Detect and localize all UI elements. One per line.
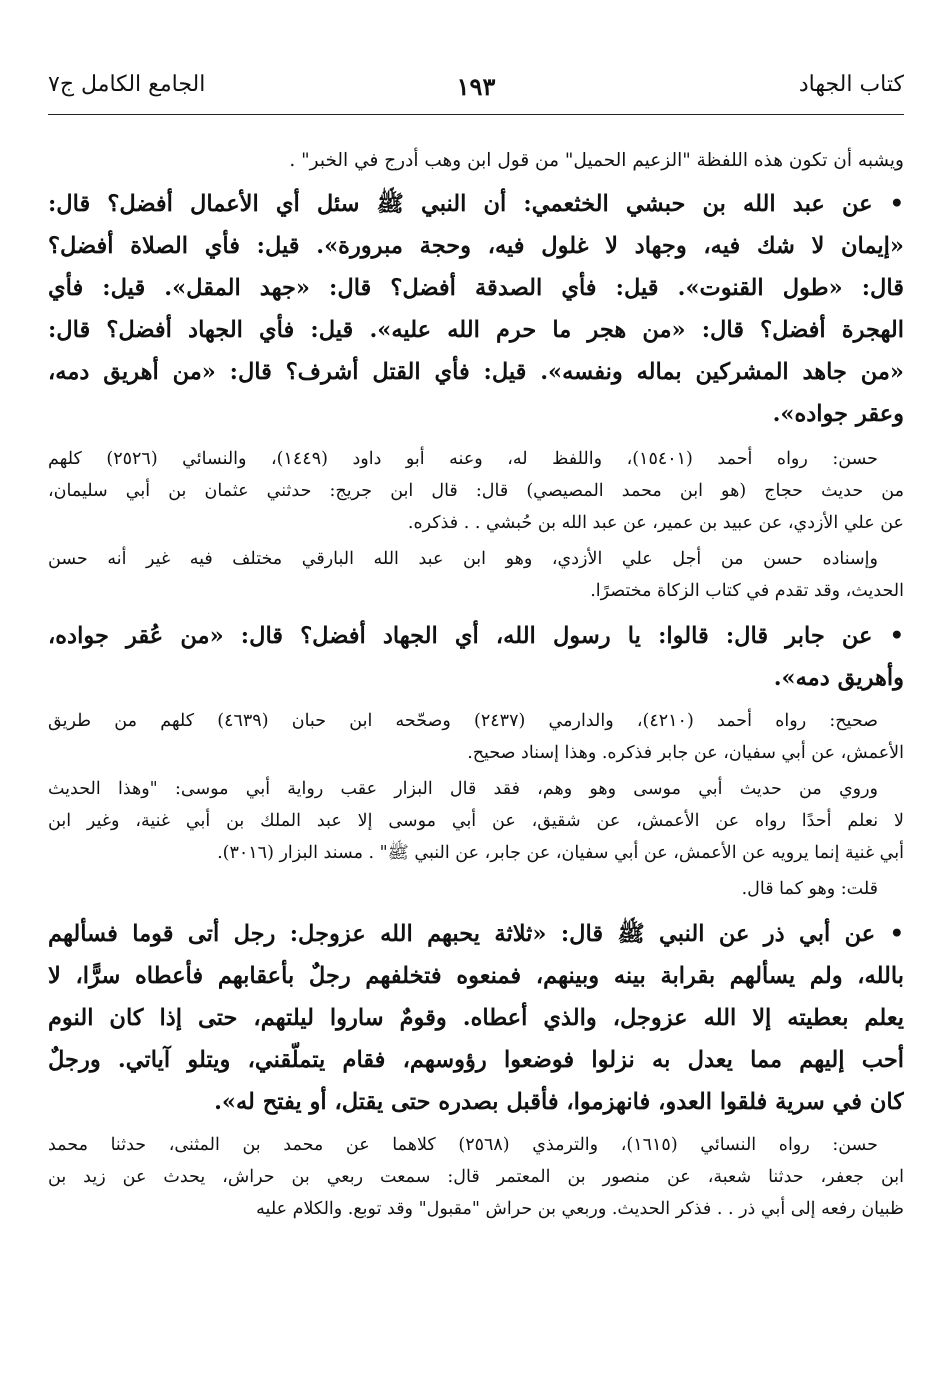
text-line: يعلم بعطيته إلا الله عزوجل، والذي أعطاه. وقومٌ ساروا ليلتهم، حتى إذا كان النوم xyxy=(48,1005,904,1031)
hadith-paragraph xyxy=(48,183,904,435)
text-line: حسن: رواه النسائي (١٦١٥)، والترمذي (٢٥٦٨) كلاهما عن محمد بن المثنى، حدثنا محمد xyxy=(48,1135,878,1155)
commentary-paragraph xyxy=(48,443,904,539)
page-header xyxy=(48,64,904,114)
text-line: وأهريق دمه». xyxy=(773,665,904,691)
text-line: بالله، ولم يسألهم بقرابة بينه وبينهم، فمنعوه فتخلفهم رجلٌ بأعقابهم فأعطاه سرًّا، لا xyxy=(48,963,904,989)
page xyxy=(48,64,904,1219)
text-line: «من جاهد المشركين بماله ونفسه». قيل: فأي القتل أشرف؟ قال: «من أهريق دمه، xyxy=(48,359,904,385)
text-line: قلت: وهو كما قال. xyxy=(741,879,878,899)
page-number: ١٩٣ xyxy=(456,72,496,101)
text-line: كان في سرية فلقوا العدو، فانهزموا، فأقبل بصدره حتى يقتل، أو يفتح له». xyxy=(214,1089,904,1115)
text-line: أبي غنية إنما يرويه عن الأعمش، عن أبي سفيان، عن جابر، عن النبي ﷺ" . مسند البزار (٣٠١٦). xyxy=(217,843,904,863)
text-line: صحيح: رواه أحمد (٤٢١٠)، والدارمي (٢٤٣٧) وصحّحه ابن حبان (٤٦٣٩) كلهم من طريق xyxy=(48,711,878,731)
text-line: ابن جعفر، حدثنا شعبة، عن منصور بن المعتمر قال: سمعت ربعي بن حراش، يحدث عن زيد بن xyxy=(48,1167,904,1187)
commentary-paragraph xyxy=(48,705,904,769)
text-line: أحب إليهم مما يعدل به نزلوا فوضعوا رؤوسهم، فقام يتملّقني، ويتلو آياتي. ورجلٌ xyxy=(48,1047,904,1073)
text-line: وعقر جواده». xyxy=(772,401,904,427)
text-line: وروي من حديث أبي موسى وهو وهم، فقد قال البزار عقب رواية أبي موسى: "وهذا الحديث xyxy=(48,779,878,799)
paragraph-gap xyxy=(48,905,904,913)
page-body xyxy=(48,144,904,1225)
text-line: من حديث حجاج (هو ابن محمد المصيصي) قال: قال ابن جريج: حدثني عثمان بن أبي سليمان، xyxy=(48,481,904,501)
hadith-paragraph xyxy=(48,913,904,1123)
hadith-paragraph xyxy=(48,615,904,699)
book-title: الجامع الكامل ج٧ xyxy=(48,72,206,97)
text-line: قال: «طول القنوت». قيل: فأي الصدقة أفضل؟ قال: «جهد المقل». قيل: فأي xyxy=(48,275,904,301)
text-line: ظبيان رفعه إلى أبي ذر . . فذكر الحديث. وربعي بن حراش "مقبول" وقد توبع. والكلام عليه xyxy=(256,1199,904,1219)
text-line: • عن جابر قال: قالوا: يا رسول الله، أي الجهاد أفضل؟ قال: «من عُقر جواده، xyxy=(48,623,904,649)
paragraph-gap xyxy=(48,607,904,615)
text-line: حسن: رواه أحمد (١٥٤٠١)، واللفظ له، وعنه أبو داود (١٤٤٩)، والنسائي (٢٥٢٦) كلهم xyxy=(48,449,879,469)
text-line: • عن أبي ذر عن النبي ﷺ قال: «ثلاثة يحبهم الله عزوجل: رجل أتى قوما فسألهم xyxy=(48,921,904,947)
header-rule xyxy=(48,114,904,115)
paragraph-gap xyxy=(48,435,904,443)
text-line: الأعمش، عن أبي سفيان، عن جابر فذكره. وهذا إسناد صحيح. xyxy=(467,743,904,763)
commentary-paragraph xyxy=(48,773,904,869)
text-line: الهجرة أفضل؟ قال: «من هجر ما حرم الله عليه». قيل: فأي الجهاد أفضل؟ قال: xyxy=(48,317,904,343)
commentary-paragraph xyxy=(48,873,904,905)
commentary-paragraph xyxy=(48,543,904,607)
text-line: لا نعلم أحدًا رواه عن الأعمش، عن شقيق، عن أبي موسى إلا عبد الملك بن أبي غنية، وغير ابن xyxy=(48,811,904,831)
text-line: ويشبه أن تكون هذه اللفظة "الزعيم الحميل" من قول ابن وهب أدرج في الخبر" . xyxy=(289,150,904,171)
intro-paragraph xyxy=(48,144,904,177)
commentary-paragraph xyxy=(48,1129,904,1225)
text-line: عن علي الأزدي، عن عبيد بن عمير، عن عبد الله بن حُبشي . . فذكره. xyxy=(407,513,904,533)
chapter-title: كتاب الجهاد xyxy=(798,72,904,97)
text-line: وإسناده حسن من أجل علي الأزدي، وهو ابن عبد الله البارقي مختلف فيه غير أنه حسن xyxy=(48,549,878,569)
text-line: الحديث، وقد تقدم في كتاب الزكاة مختصرًا. xyxy=(590,581,904,601)
text-line: «إيمان لا شك فيه، وجهاد لا غلول فيه، وحجة مبرورة». قيل: فأي الصلاة أفضل؟ xyxy=(48,233,904,259)
text-line: • عن عبد الله بن حبشي الخثعمي: أن النبي ﷺ سئل أي الأعمال أفضل؟ قال: xyxy=(48,191,904,217)
